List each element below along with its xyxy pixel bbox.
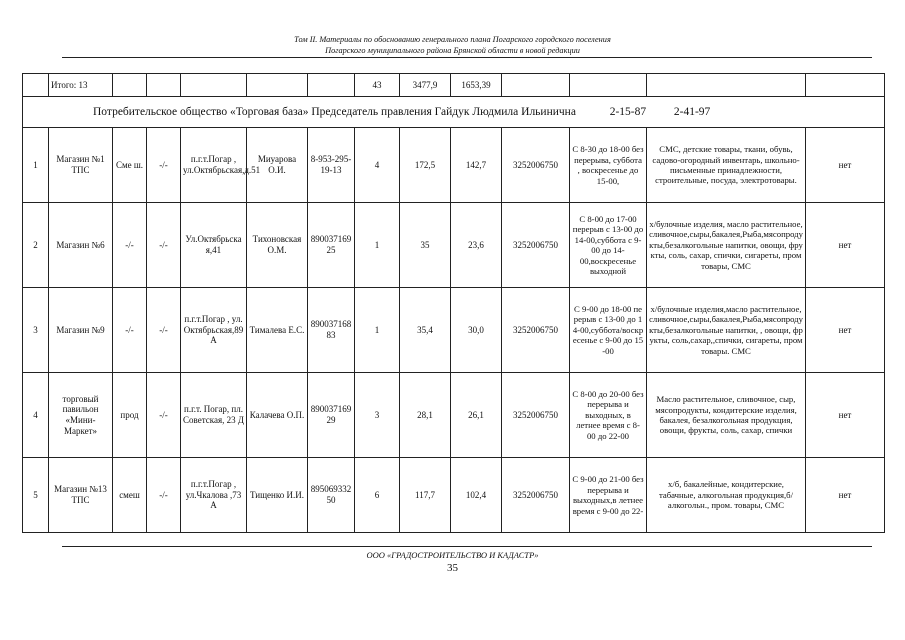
page-number: 35 <box>447 562 458 574</box>
area-trade: 26,1 <box>451 373 502 458</box>
note: нет <box>806 203 885 288</box>
ownership: -/- <box>147 203 181 288</box>
shop-address: п.г.т. Погар, пл. Советская, 23 Д <box>181 373 247 458</box>
totals-area-total: 3477,9 <box>400 74 451 97</box>
staff-count: 4 <box>355 128 400 203</box>
working-hours: С 8-00 до 17-00 перерыв с 13-00 до 14-00,суббота с 9-00 до 14-00,воскресенье выходной <box>570 203 647 288</box>
shop-type: -/- <box>113 203 147 288</box>
totals-label: Итого: 13 <box>49 74 113 97</box>
inn: 3252006750 <box>502 373 570 458</box>
shop-address: п.г.т.Погар , ул.Чкалова ,73 А <box>181 458 247 533</box>
shop-name: торговый павильон «Мини-Маркет» <box>49 373 113 458</box>
inn: 3252006750 <box>502 128 570 203</box>
table-row <box>23 373 885 458</box>
staff-count: 1 <box>355 288 400 373</box>
shops-table <box>22 73 885 533</box>
inn: 3252006750 <box>502 203 570 288</box>
working-hours: С 9-00 до 21-00 без перерыва и выходных,в летнее время с 9-00 до 22- <box>570 458 647 533</box>
contact-phone: 89003716925 <box>308 203 355 288</box>
row-number: 3 <box>23 288 49 373</box>
contact-phone: 89003716883 <box>308 288 355 373</box>
contact-phone: 8-953-295-19-13 <box>308 128 355 203</box>
contact-person: Калачева О.П. <box>247 373 308 458</box>
ownership: -/- <box>147 128 181 203</box>
row-number: 4 <box>23 373 49 458</box>
goods-range: х/булочные изделия,масло растительное,сливочное,сыры,бакалея,Рыба,мясопродукты,безалкогольные напитки, , овощи, фрукты, соль,сахар,,спички, сигареты, промтовары. СМС <box>647 288 806 373</box>
footer-company: ООО «ГРАДОСТРОИТЕЛЬСТВО И КАДАСТР» <box>366 550 539 560</box>
organization-row <box>23 97 885 128</box>
table-row <box>23 203 885 288</box>
shop-address: п.г.т.Погар , ул.Октябрьская,д.51 <box>181 128 247 203</box>
area-total: 117,7 <box>400 458 451 533</box>
goods-range: Масло растительное, сливочное, сыр, мясопродукты, кондитерские изделия, бакалея, безалкогольная продукция, овощи, фрукты, соль, сахар, спички <box>647 373 806 458</box>
inn: 3252006750 <box>502 458 570 533</box>
area-trade: 102,4 <box>451 458 502 533</box>
staff-count: 1 <box>355 203 400 288</box>
note: нет <box>806 288 885 373</box>
note: нет <box>806 373 885 458</box>
note: нет <box>806 458 885 533</box>
working-hours: С 9-00 до 18-00 перерыв с 13-00 до 14-00,суббота/воскресенье с 9-00 до 15-00 <box>570 288 647 373</box>
contact-person: Миуарова О.И. <box>247 128 308 203</box>
contact-phone: 89506933250 <box>308 458 355 533</box>
goods-range: х/булочные изделия, масло растительное,сливочное,сыры,бакалея,Рыба,мясопродукты,безалкогольные напитки, овощи, фрукты, соль, сахар, спички, сигареты, промтовары, СМС <box>647 203 806 288</box>
totals-row <box>23 74 885 97</box>
header-line-2: Погарского муниципального района Брянской области в новой редакции <box>325 46 580 55</box>
shop-type: прод <box>113 373 147 458</box>
table-row <box>23 458 885 533</box>
row-number: 5 <box>23 458 49 533</box>
working-hours: С 8-30 до 18-00 без перерыва, суббота , воскресенье до 15-00, <box>570 128 647 203</box>
goods-range: х/б, бакалейные, кондитерские, табачные, алкогольная продукция,б/алкогольн., пром. товары, СМС <box>647 458 806 533</box>
shop-name: Магазин №9 <box>49 288 113 373</box>
area-total: 172,5 <box>400 128 451 203</box>
shop-type: -/- <box>113 288 147 373</box>
shop-type: Сме ш. <box>113 128 147 203</box>
shop-type: смеш <box>113 458 147 533</box>
ownership: -/- <box>147 373 181 458</box>
area-trade: 30,0 <box>451 288 502 373</box>
area-total: 35 <box>400 203 451 288</box>
shop-name: Магазин №6 <box>49 203 113 288</box>
contact-person: Тималева Е.С. <box>247 288 308 373</box>
contact-phone: 89003716929 <box>308 373 355 458</box>
organization-phone-2: 2-41-97 <box>673 105 711 118</box>
shop-name: Магазин №1 ТПС <box>49 128 113 203</box>
header-line-1: Том II. Материалы по обоснованию генерального плана Погарского городского поселения <box>294 35 611 44</box>
row-number: 2 <box>23 203 49 288</box>
staff-count: 3 <box>355 373 400 458</box>
area-trade: 23,6 <box>451 203 502 288</box>
goods-range: СМС, детские товары, ткани, обувь, садово-огородный инвентарь, школьно-письменные принадлежности, строительные, посуда, электротовары. <box>647 128 806 203</box>
document-header <box>0 34 905 56</box>
row-number: 1 <box>23 128 49 203</box>
staff-count: 6 <box>355 458 400 533</box>
shop-name: Магазин №13 ТПС <box>49 458 113 533</box>
contact-person: Тищенко И.И. <box>247 458 308 533</box>
ownership: -/- <box>147 458 181 533</box>
area-total: 35,4 <box>400 288 451 373</box>
area-total: 28,1 <box>400 373 451 458</box>
note: нет <box>806 128 885 203</box>
totals-area-trade: 1653,39 <box>451 74 502 97</box>
contact-person: Тихоновская О.М. <box>247 203 308 288</box>
header-rule <box>62 57 872 58</box>
shop-address: Ул.Октябрьская,41 <box>181 203 247 288</box>
area-trade: 142,7 <box>451 128 502 203</box>
organization-phone-1: 2-15-87 <box>609 105 647 118</box>
inn: 3252006750 <box>502 288 570 373</box>
organization-text: Потребительское общество «Торговая база» Председатель правления Гайдук Людмила Ильинична <box>93 105 576 118</box>
ownership: -/- <box>147 288 181 373</box>
working-hours: С 8-00 до 20-00 без перерыва и выходных, в летнее время с 8-00 до 22-00 <box>570 373 647 458</box>
table-row <box>23 128 885 203</box>
totals-staff: 43 <box>355 74 400 97</box>
footer-rule <box>62 546 872 547</box>
shop-address: п.г.т.Погар , ул.Октябрьская,89 А <box>181 288 247 373</box>
table-row <box>23 288 885 373</box>
